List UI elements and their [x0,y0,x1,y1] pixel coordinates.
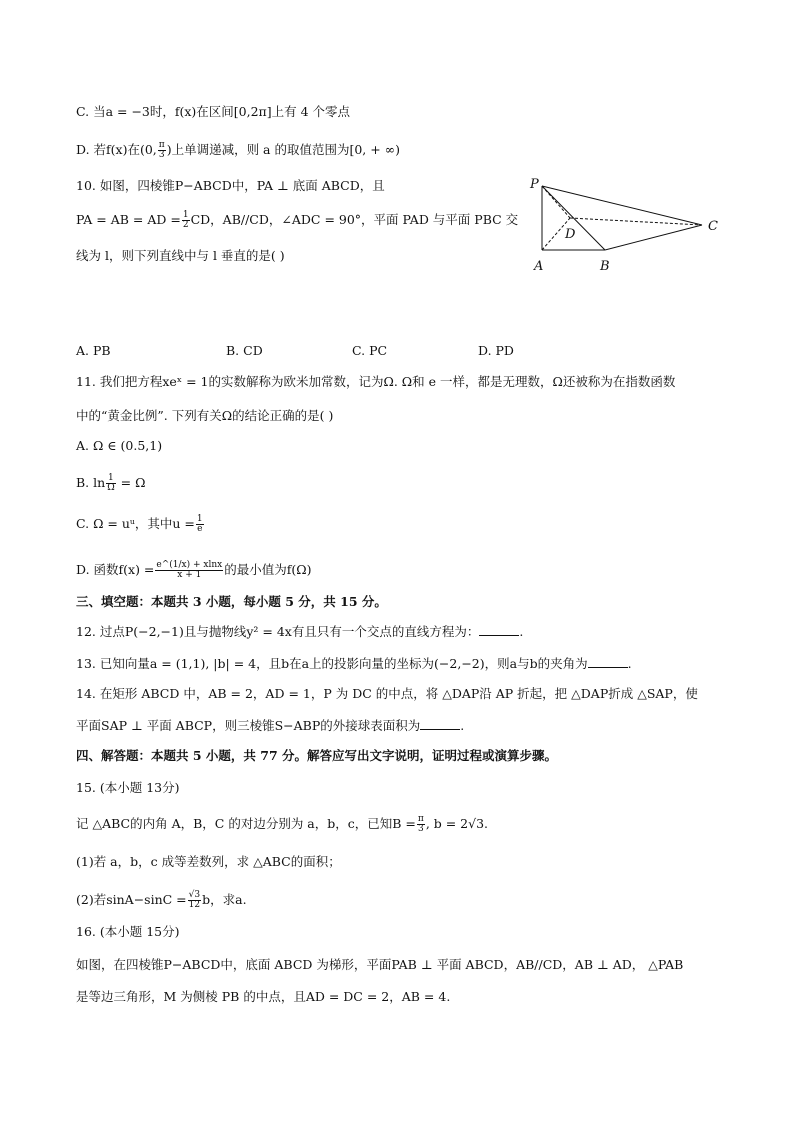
q11-option-c [76,514,754,534]
q10-option-b: B. CD [226,343,263,358]
fraction-denominator: 3 [158,150,165,160]
q9-option-c: C. 当a = −3时，f(x)在区间[0,2π]上有 4 个零点 [76,104,351,119]
q13-answer-blank [588,655,628,668]
q11-option-d [76,560,754,580]
q15-title: 15. (本小题 13分) [76,780,180,795]
q15-part2-suffix: b，求a. [202,892,247,907]
q11-option-b-suffix: = Ω [116,475,146,490]
q15-part1: (1)若 a，b，c 成等差数列，求 △ABC的面积； [76,854,341,869]
q10-stem-suffix: CD，AB//CD，∠ADC = 90°，平面 PAD 与平面 PBC 交 [190,212,519,227]
q10-stem-line3: 线为 l，则下列直线中与 l 垂直的是( ) [76,248,285,263]
pyramid-figure [520,170,760,280]
fraction-denominator: 3 [417,824,424,834]
q13-text: 13. 已知向量a = (1,1), |b| = 4，且b在a上的投影向量的坐标为(−2,−2)，则a与b的夹角为 [76,656,588,671]
q16-title: 16. (本小题 15分) [76,924,180,939]
fraction-denominator: x + 1 [177,570,202,580]
section3-heading: 三、填空题：本题共 3 小题，每小题 5 分，共 15 分。 [76,594,387,609]
q11-stem-line1: 11. 我们把方程xeˣ = 1的实数解称为欧米加常数，记为Ω. Ω和 e 一样，都是无理数，Ω还被称为在指数函数 [76,374,676,389]
q9-option-d-prefix: D. 若f(x)在(0, [76,142,157,157]
label-a: A [534,259,544,274]
fraction-numerator: π [158,140,165,150]
q15-stem-suffix: , b = 2√3. [425,816,489,831]
fraction-denominator: 12 [188,900,201,910]
q11-option-b-fraction [106,474,115,493]
q14-line2: 平面SAP ⊥ 平面 ABCP，则三棱锥S−ABP的外接球表面积为 . [76,718,465,733]
label-c: C [708,219,718,234]
section4-heading: 四、解答题：本题共 5 小题，共 77 分。解答应写出文字说明，证明过程或演算步骤。 [76,748,558,763]
q11-option-b-prefix: B. ln [76,475,106,490]
q11-option-d-fraction [155,561,223,580]
q10-stem-line1: 10. 如图，四棱锥P−ABCD中，PA ⊥ 底面 ABCD，且 [76,178,385,193]
q16-line2: 是等边三角形，M 为侧棱 PB 的中点，且AD = DC = 2，AB = 4. [76,989,451,1004]
q11-option-a: A. Ω ∈ (0.5,1) [76,438,163,453]
fraction-numerator: e^(1/x) + xlnx [156,560,223,570]
q9-option-d-fraction [158,141,166,160]
fraction-denominator: Ω [107,483,115,493]
fraction-numerator: π [417,814,424,824]
fraction-numerator: 1 [196,514,203,524]
edge-bc [605,225,702,250]
q11-stem-line2: 中的“黄金比例”. 下列有关Ω的结论正确的是( ) [76,408,334,423]
q14-line1: 14. 在矩形 ABCD 中，AB = 2，AD = 1，P 为 DC 的中点，将 △DAP沿 AP 折起，把 △DAP折成 △SAP，使 [76,686,698,701]
q10-option-d: D. PD [478,343,514,358]
q12-text: 12. 过点P(−2,−1)且与抛物线y² = 4x有且只有一个交点的直线方程为： [76,624,480,639]
q11-option-c-fraction [196,515,204,534]
q11-option-d-suffix: 的最小值为f(Ω) [224,562,312,577]
fraction-numerator: 1 [182,210,189,220]
q15-part2 [76,890,754,910]
q15-part2-prefix: (2)若sinA−sinC = [76,892,187,907]
q10-stem-prefix: PA = AB = AD = [76,212,181,227]
q12-answer-blank [479,623,519,636]
label-p: P [530,177,539,192]
edge-pc [542,186,702,225]
q11-option-d-prefix: D. 函数f(x) = [76,562,155,577]
q11-option-b [76,473,754,493]
q11-option-c-prefix: C. Ω = uᵘ，其中u = [76,516,195,531]
q10-option-c: C. PC [352,343,388,358]
q16-line1: 如图，在四棱锥P−ABCD中，底面 ABCD 为梯形，平面PAB ⊥ 平面 ABCD，AB//CD，AB ⊥ AD， △PAB [76,957,684,972]
fraction-denominator: e [197,524,203,534]
q9-option-d [76,140,754,160]
fraction-denominator: 2 [182,220,189,230]
q13: 13. 已知向量a = (1,1), |b| = 4，且b在a上的投影向量的坐标为(−2,−2)，则a与b的夹角为 . [76,656,632,671]
q15-stem [76,814,754,834]
edge-dc [570,218,702,225]
q12: 12. 过点P(−2,−1)且与抛物线y² = 4x有且只有一个交点的直线方程为： . [76,624,524,639]
q14-answer-blank [420,717,460,730]
q10-options [76,341,754,361]
fraction-numerator: √3 [188,890,201,900]
q14-text: 平面SAP ⊥ 平面 ABCP，则三棱锥S−ABP的外接球表面积为 [76,718,421,733]
label-d: D [565,227,576,242]
q15-part2-fraction [188,891,201,910]
edge-pd [542,186,570,218]
q15-fraction [417,815,425,834]
q10-option-a: A. PB [76,343,111,358]
fraction-numerator: 1 [108,473,114,483]
q9-option-d-suffix: )上单调递减，则 a 的取值范围为[0, + ∞) [166,142,400,157]
q15-stem-prefix: 记 △ABC的内角 A，B，C 的对边分别为 a，b，c，已知B = [76,816,416,831]
q10-fraction [182,211,190,230]
label-b: B [600,259,610,274]
